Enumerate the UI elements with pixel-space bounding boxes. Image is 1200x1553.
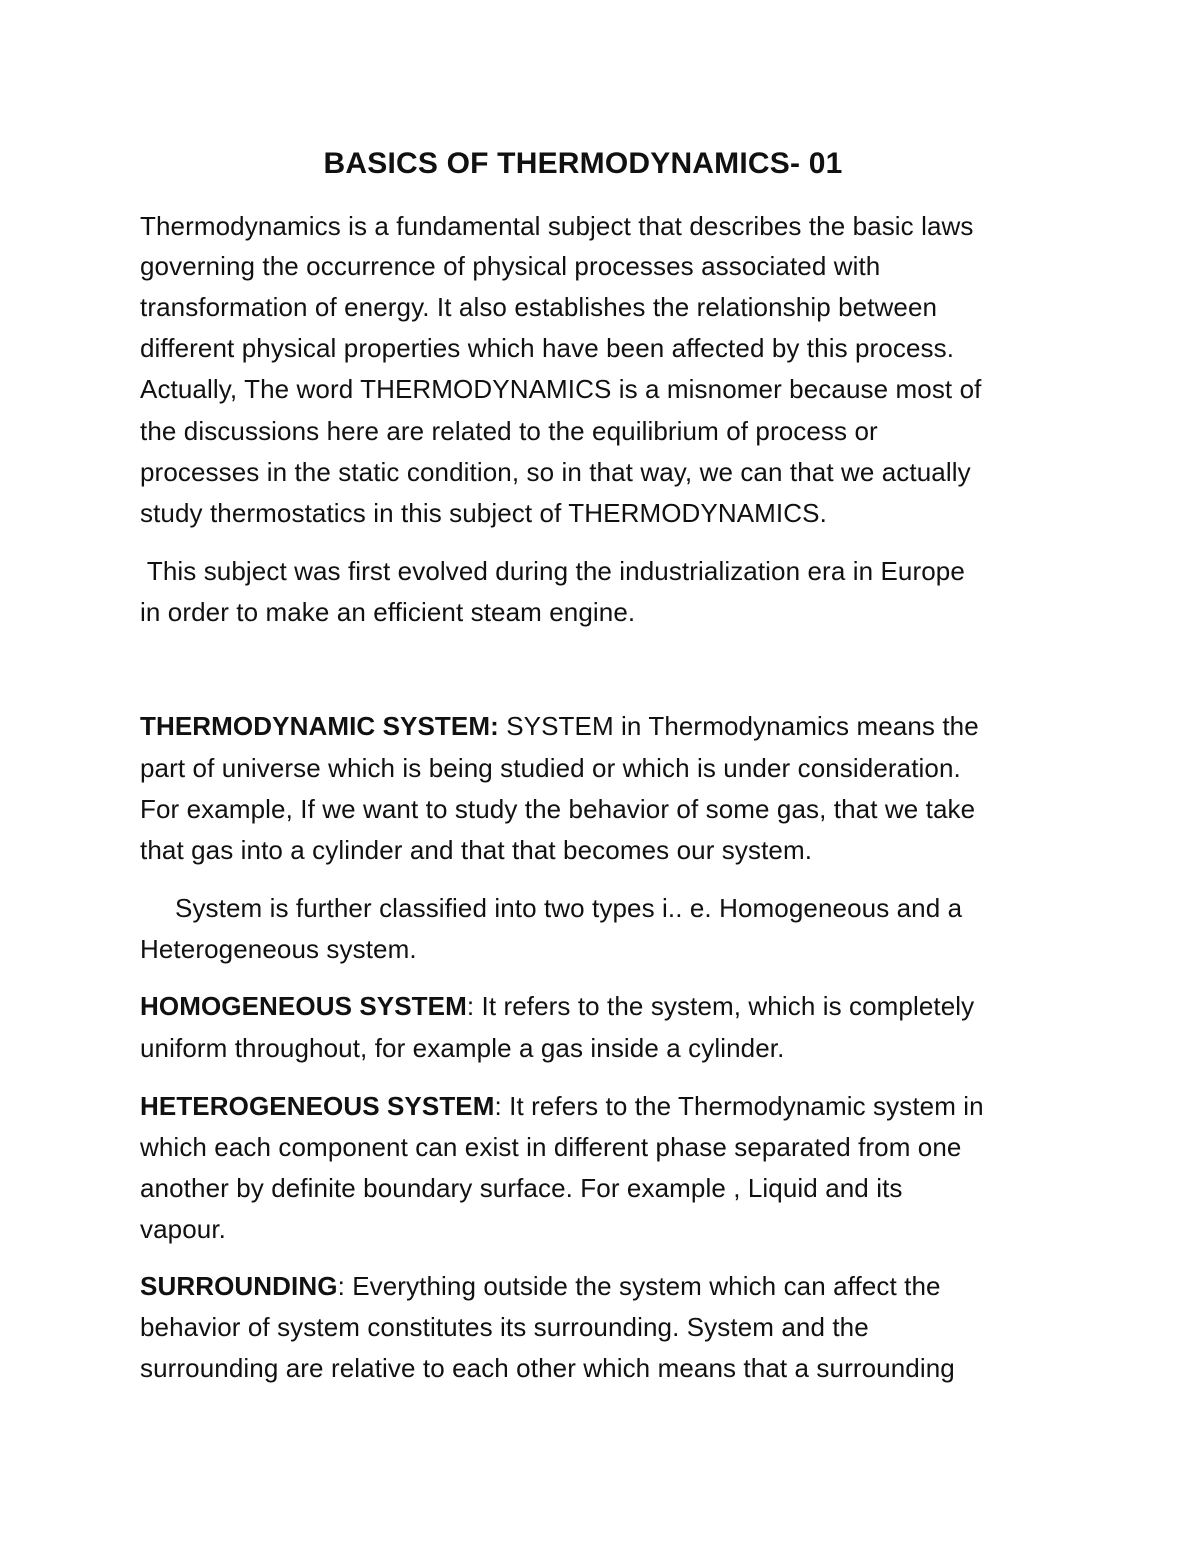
- intro-line-8: study thermostatics in this subject of THERMODYNAMICS.: [140, 498, 827, 528]
- intro-line-6: the discussions here are related to the equilibrium of process or: [140, 416, 878, 446]
- surrounding-first-line: : Everything outside the system which can affect the: [337, 1271, 941, 1301]
- system-line-3: For example, If we want to study the behavior of some gas, that we take: [140, 794, 976, 824]
- classification-line-2: Heterogeneous system.: [140, 934, 417, 964]
- intro-line-3: transformation of energy. It also establishes the relationship between: [140, 292, 938, 322]
- surrounding-line-2: behavior of system constitutes its surrounding. System and the: [140, 1312, 869, 1342]
- heterogeneous-line-2: which each component can exist in different phase separated from one: [140, 1132, 962, 1162]
- intro-line-1: Thermodynamics is a fundamental subject that describes the basic laws: [140, 211, 974, 241]
- homogeneous-heading: HOMOGENEOUS SYSTEM: [140, 991, 467, 1021]
- system-line-4: that gas into a cylinder and that that becomes our system.: [140, 835, 813, 865]
- homogeneous-line-2: uniform throughout, for example a gas inside a cylinder.: [140, 1033, 785, 1063]
- heterogeneous-line-4: vapour.: [140, 1214, 226, 1244]
- system-heading: THERMODYNAMIC SYSTEM:: [140, 711, 499, 741]
- heterogeneous-paragraph-line-1: [140, 1086, 984, 1126]
- intro-line-2: governing the occurrence of physical processes associated with: [140, 251, 881, 281]
- system-paragraph-line-1: [140, 706, 979, 746]
- heterogeneous-line-3: another by definite boundary surface. For example , Liquid and its: [140, 1173, 903, 1203]
- intro-line-5: Actually, The word THERMODYNAMICS is a misnomer because most of: [140, 374, 982, 404]
- page-title: BASICS OF THERMODYNAMICS- 01: [323, 147, 843, 180]
- surrounding-paragraph-line-1: [140, 1266, 941, 1306]
- history-line-1: This subject was first evolved during the industrialization era in Europe: [140, 556, 965, 586]
- system-line-2: part of universe which is being studied or which is under consideration.: [140, 753, 961, 783]
- surrounding-line-3: surrounding are relative to each other which means that a surrounding: [140, 1353, 955, 1383]
- history-line-2: in order to make an efficient steam engine.: [140, 597, 636, 627]
- intro-line-7: processes in the static condition, so in that way, we can that we actually: [140, 457, 971, 487]
- homogeneous-first-line: : It refers to the system, which is completely: [466, 991, 975, 1021]
- classification-line-1: System is further classified into two types i.. e. Homogeneous and a: [175, 893, 963, 923]
- system-first-line: SYSTEM in Thermodynamics means the: [498, 711, 979, 741]
- homogeneous-paragraph-line-1: [140, 986, 974, 1026]
- surrounding-heading: SURROUNDING: [140, 1271, 338, 1301]
- heterogeneous-first-line: : It refers to the Thermodynamic system in: [494, 1091, 984, 1121]
- heterogeneous-heading: HETEROGENEOUS SYSTEM: [140, 1091, 495, 1121]
- intro-line-4: different physical properties which have been affected by this process.: [140, 333, 955, 363]
